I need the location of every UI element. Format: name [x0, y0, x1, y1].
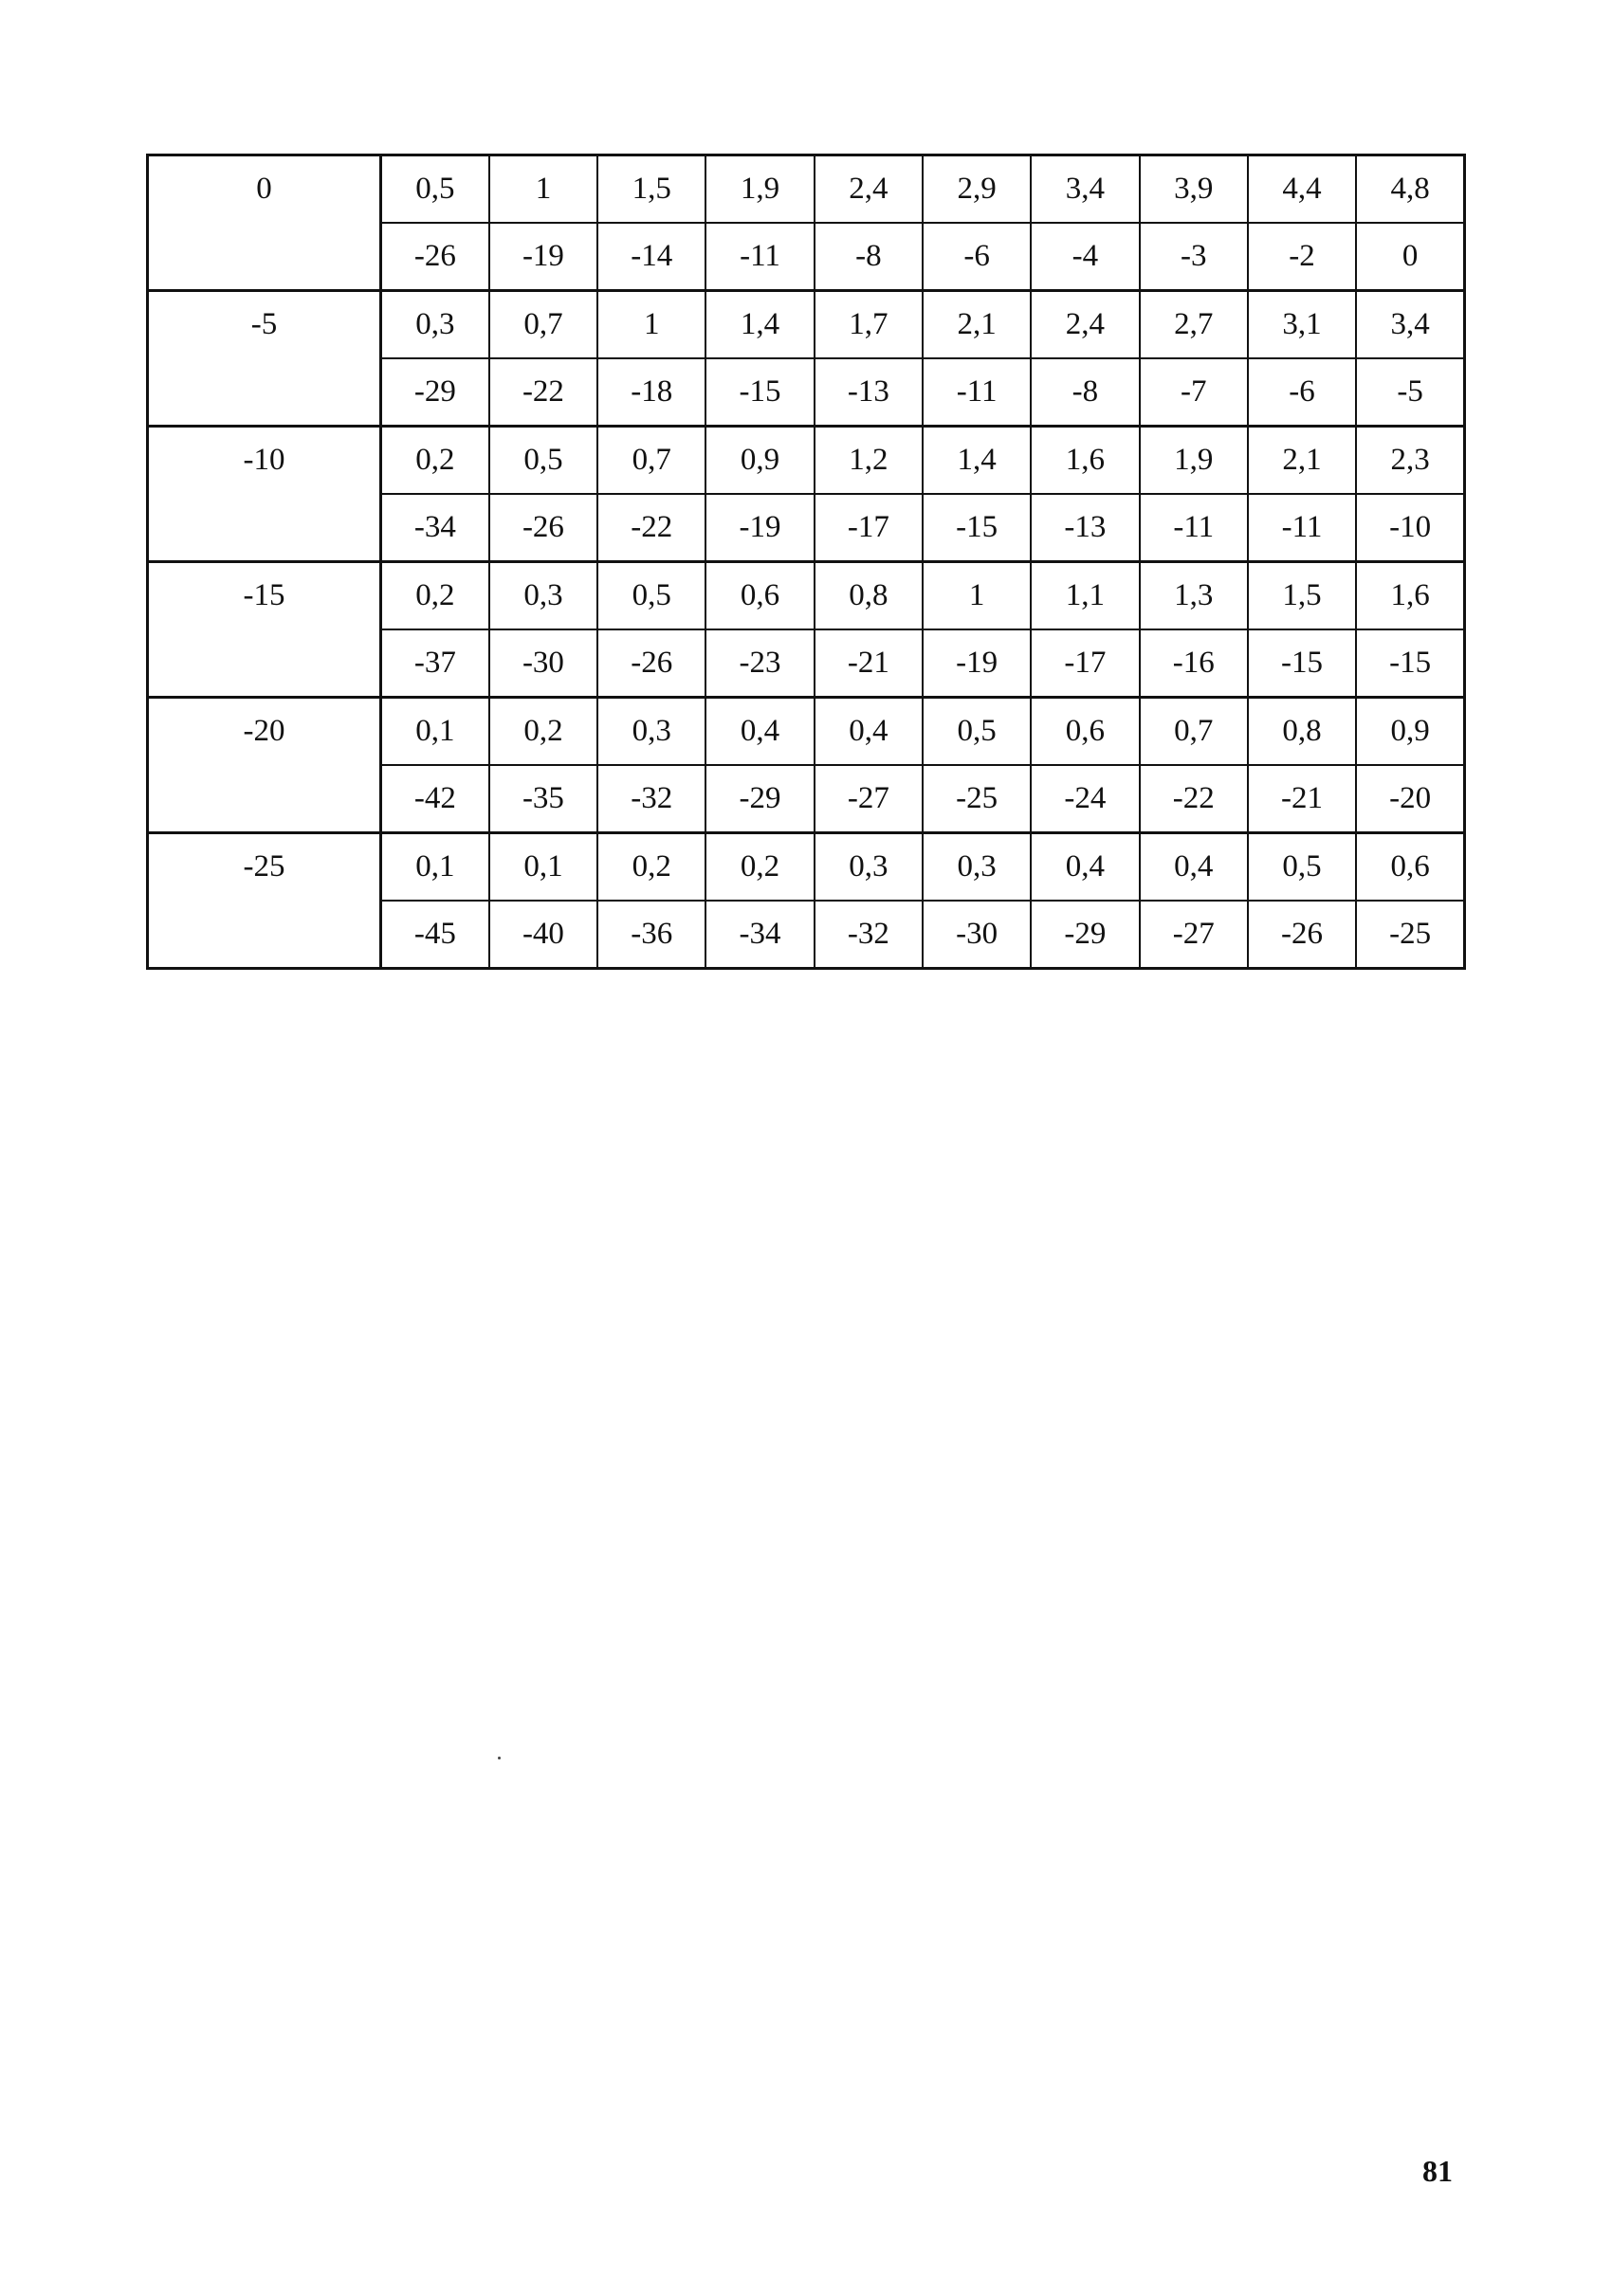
table-cell: 1,4 — [923, 427, 1031, 495]
table-cell: 0,7 — [597, 427, 705, 495]
table-cell: -26 — [489, 494, 597, 562]
table-cell: 1,7 — [815, 291, 923, 359]
table-row — [148, 833, 1465, 902]
table-cell: 0,2 — [381, 562, 489, 630]
table-cell: -17 — [815, 494, 923, 562]
table-cell: 0,9 — [1356, 698, 1464, 766]
table-cell: 1 — [923, 562, 1031, 630]
group-label-cell: 0 — [148, 155, 381, 291]
table-cell: 2,4 — [815, 155, 923, 224]
table-cell: -30 — [489, 629, 597, 698]
table-cell: 0,2 — [381, 427, 489, 495]
table-row — [148, 562, 1465, 630]
table-cell: -21 — [1248, 765, 1356, 833]
table-cell: 0,3 — [489, 562, 597, 630]
table-cell: 0,6 — [1356, 833, 1464, 902]
table-cell: -19 — [489, 223, 597, 291]
data-table — [146, 154, 1466, 970]
table-cell: -37 — [381, 629, 489, 698]
table-cell: 0,2 — [597, 833, 705, 902]
group-label-cell: -15 — [148, 562, 381, 698]
table-cell: 0,2 — [489, 698, 597, 766]
table-cell: -15 — [1356, 629, 1464, 698]
table-cell: 0,2 — [705, 833, 814, 902]
table-cell: -16 — [1140, 629, 1248, 698]
table-cell: -25 — [923, 765, 1031, 833]
table-cell: 0,4 — [705, 698, 814, 766]
table-cell: -19 — [923, 629, 1031, 698]
table-cell: 0,5 — [923, 698, 1031, 766]
table-cell: -13 — [1031, 494, 1139, 562]
table-cell: 1,6 — [1031, 427, 1139, 495]
table-cell: -22 — [1140, 765, 1248, 833]
table-cell: 1,3 — [1140, 562, 1248, 630]
group-label-cell: -5 — [148, 291, 381, 427]
group-label-cell: -25 — [148, 833, 381, 969]
table-body — [148, 155, 1465, 969]
table-cell: 1,5 — [1248, 562, 1356, 630]
table-cell: 0,4 — [815, 698, 923, 766]
table-cell: -2 — [1248, 223, 1356, 291]
table-cell: -11 — [705, 223, 814, 291]
table-cell: 1,5 — [597, 155, 705, 224]
table-cell: -7 — [1140, 358, 1248, 427]
table-row — [148, 427, 1465, 495]
table-cell: -34 — [381, 494, 489, 562]
table-cell: 0,1 — [381, 698, 489, 766]
table-cell: -6 — [923, 223, 1031, 291]
table-cell: -11 — [1248, 494, 1356, 562]
table-cell: 2,3 — [1356, 427, 1464, 495]
table-cell: -32 — [815, 901, 923, 969]
table-cell: 0,7 — [1140, 698, 1248, 766]
table-cell: 0,4 — [1031, 833, 1139, 902]
table-cell: 0,6 — [705, 562, 814, 630]
table-cell: -29 — [705, 765, 814, 833]
table-cell: 2,9 — [923, 155, 1031, 224]
table-cell: -45 — [381, 901, 489, 969]
table-cell: 1,6 — [1356, 562, 1464, 630]
table-cell: -22 — [489, 358, 597, 427]
table-cell: 3,1 — [1248, 291, 1356, 359]
stray-mark — [498, 1757, 501, 1759]
group-label-cell: -10 — [148, 427, 381, 562]
table-cell: 0,5 — [489, 427, 597, 495]
table-cell: -15 — [705, 358, 814, 427]
table-cell: 0,1 — [381, 833, 489, 902]
table-cell: -27 — [1140, 901, 1248, 969]
table-cell: -27 — [815, 765, 923, 833]
table-cell: -17 — [1031, 629, 1139, 698]
table-cell: -34 — [705, 901, 814, 969]
table-cell: 1,9 — [1140, 427, 1248, 495]
table-cell: -29 — [381, 358, 489, 427]
table-cell: 0,3 — [815, 833, 923, 902]
table-cell: -11 — [1140, 494, 1248, 562]
table-cell: -25 — [1356, 901, 1464, 969]
table-cell: -30 — [923, 901, 1031, 969]
table-cell: -26 — [381, 223, 489, 291]
table-cell: -4 — [1031, 223, 1139, 291]
table-cell: -32 — [597, 765, 705, 833]
table-cell: 4,4 — [1248, 155, 1356, 224]
table-cell: -36 — [597, 901, 705, 969]
table-cell: 0,3 — [923, 833, 1031, 902]
table-cell: -13 — [815, 358, 923, 427]
table-cell: -29 — [1031, 901, 1139, 969]
table-cell: 0,9 — [705, 427, 814, 495]
table-cell: -42 — [381, 765, 489, 833]
table-cell: -24 — [1031, 765, 1139, 833]
table-cell: -35 — [489, 765, 597, 833]
table-cell: 1,2 — [815, 427, 923, 495]
table-cell: 0,7 — [489, 291, 597, 359]
table-cell: -22 — [597, 494, 705, 562]
table-cell: -8 — [1031, 358, 1139, 427]
table-cell: 1,4 — [705, 291, 814, 359]
group-label-cell: -20 — [148, 698, 381, 833]
table-row — [148, 291, 1465, 359]
table-cell: 3,4 — [1356, 291, 1464, 359]
table-cell: 2,1 — [1248, 427, 1356, 495]
table-cell: -3 — [1140, 223, 1248, 291]
table-cell: -6 — [1248, 358, 1356, 427]
table-cell: 0,3 — [381, 291, 489, 359]
table-cell: 0,8 — [1248, 698, 1356, 766]
table-cell: -11 — [923, 358, 1031, 427]
table-cell: 0,6 — [1031, 698, 1139, 766]
table-row — [148, 698, 1465, 766]
page-number: 81 — [1422, 2154, 1453, 2188]
table-cell: -26 — [1248, 901, 1356, 969]
table-cell: -15 — [1248, 629, 1356, 698]
table-cell: 1 — [489, 155, 597, 224]
table-cell: 3,4 — [1031, 155, 1139, 224]
table-cell: 4,8 — [1356, 155, 1464, 224]
table-cell: 1,9 — [705, 155, 814, 224]
table-cell: 0,4 — [1140, 833, 1248, 902]
table-cell: 2,4 — [1031, 291, 1139, 359]
table-row — [148, 155, 1465, 224]
table-cell: 0,3 — [597, 698, 705, 766]
table-cell: 2,1 — [923, 291, 1031, 359]
table-cell: 2,7 — [1140, 291, 1248, 359]
table-cell: -8 — [815, 223, 923, 291]
table-cell: -20 — [1356, 765, 1464, 833]
table-cell: 0,5 — [381, 155, 489, 224]
table-cell: 1 — [597, 291, 705, 359]
table-cell: -5 — [1356, 358, 1464, 427]
table-cell: 0,8 — [815, 562, 923, 630]
table-cell: 0 — [1356, 223, 1464, 291]
table-cell: -10 — [1356, 494, 1464, 562]
table-cell: 3,9 — [1140, 155, 1248, 224]
table-cell: -26 — [597, 629, 705, 698]
table-cell: 1,1 — [1031, 562, 1139, 630]
table-cell: -21 — [815, 629, 923, 698]
table-cell: -19 — [705, 494, 814, 562]
table-cell: -18 — [597, 358, 705, 427]
table-cell: -15 — [923, 494, 1031, 562]
table-cell: -14 — [597, 223, 705, 291]
table-cell: 0,1 — [489, 833, 597, 902]
table-cell: 0,5 — [1248, 833, 1356, 902]
table-cell: -23 — [705, 629, 814, 698]
table-cell: -40 — [489, 901, 597, 969]
table-cell: 0,5 — [597, 562, 705, 630]
